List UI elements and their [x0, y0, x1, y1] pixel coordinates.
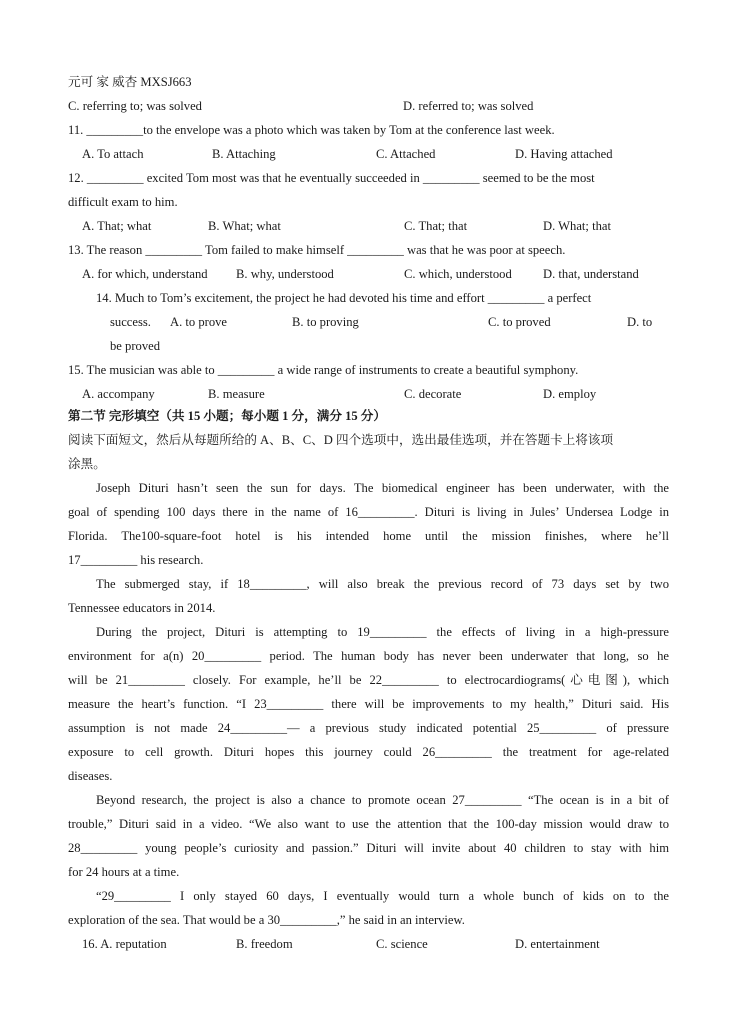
q14-option-c: C. to proved [488, 315, 551, 329]
passage-line: 17_________ his research. [68, 553, 204, 567]
section-instructions-line2: 涂黑。 [68, 457, 106, 471]
passage-line: “29_________ I only stayed 60 days, I eventually would turn a whole bunch of kids on to the [96, 889, 669, 903]
q12-option-d: D. What; that [543, 219, 611, 233]
passage-line: goal of spending 100 days there in the name of 16_________. Dituri is living in Jules’ Undersea Lodge in [68, 505, 669, 519]
passage-line: trouble,” Dituri said in a video. “We also want to use the attention that the 100-day mission would draw to [68, 817, 669, 831]
q15-option-b: B. measure [208, 387, 265, 401]
q14-option-d-cont: be proved [110, 339, 161, 353]
q11-option-b: B. Attaching [212, 147, 276, 161]
q15-option-c: C. decorate [404, 387, 462, 401]
q11-option-a: A. To attach [82, 147, 144, 161]
passage-line: 28_________ young people’s curiosity and passion.” Dituri will invite about 40 children to stay with him [68, 841, 669, 855]
q12-stem-line2: difficult exam to him. [68, 195, 178, 209]
passage-line: will be 21_________ closely. For example, he’ll be 22_________ to electrocardiograms(心电图), which [68, 673, 669, 687]
passage-line: Tennessee educators in 2014. [68, 601, 216, 615]
passage-line: environment for a(n) 20_________ period. The human body has never been underwater that long, so he [68, 649, 669, 663]
passage-line: diseases. [68, 769, 113, 783]
passage-line: assumption is not made 24_________— a previous study indicated potential 25_________ of pressure [68, 721, 669, 735]
q13-option-c: C. which, understood [404, 267, 512, 281]
q11-option-d: D. Having attached [515, 147, 613, 161]
q14-option-d: D. to [627, 315, 653, 329]
section-instructions-line1: 阅读下面短文，然后从每题所给的 A、B、C、D 四个选项中，选出最佳选项，并在答题卡上将该项 [68, 433, 614, 447]
passage-line: Florida. The100-square-foot hotel is his intended home until the mission finishes, where he’ll [68, 529, 669, 543]
q12-option-a: A. That; what [82, 219, 152, 233]
passage-line: exploration of the sea. That would be a 30_________,” he said in an interview. [68, 913, 465, 927]
passage-line: Joseph Dituri hasn’t seen the sun for days. The biomedical engineer has been underwater, with the [96, 481, 669, 495]
passage-line: The submerged stay, if 18_________, will also break the previous record of 73 days set by two [96, 577, 669, 591]
q16-option-c: C. science [376, 937, 428, 951]
passage-line: exposure to cell growth. Dituri hopes this journey could 26_________ the treatment for age-related [68, 745, 669, 759]
q13-stem: 13. The reason _________ Tom failed to make himself _________ was that he was poor at speech. [68, 243, 566, 257]
q13-option-a: A. for which, understand [82, 267, 208, 281]
q14-option-a: A. to prove [170, 315, 228, 329]
passage-line: for 24 hours at a time. [68, 865, 180, 879]
q10-option-d: D. referred to; was solved [403, 99, 534, 113]
section-title: 第二节 完形填空（共 15 小题；每小题 1 分，满分 15 分） [68, 409, 386, 423]
q16-option-a: 16. A. reputation [82, 937, 167, 951]
passage-line: During the project, Dituri is attempting to 19_________ the effects of living in a high-pressure [96, 625, 669, 639]
q11-stem: 11. _________to the envelope was a photo which was taken by Tom at the conference last week. [68, 123, 555, 137]
q16-option-d: D. entertainment [515, 937, 600, 951]
passage-line: Beyond research, the project is also a chance to promote ocean 27_________ “The ocean is in a bit of [96, 793, 669, 807]
q15-option-d: D. employ [543, 387, 597, 401]
q10-option-c: C. referring to; was solved [68, 99, 202, 113]
q13-option-b: B. why, understood [236, 267, 334, 281]
q15-option-a: A. accompany [82, 387, 155, 401]
q11-option-c: C. Attached [376, 147, 436, 161]
q16-option-b: B. freedom [236, 937, 293, 951]
header-code: 元可 家 威杏 MXSJ663 [68, 75, 192, 89]
q12-stem-line1: 12. _________ excited Tom most was that he eventually succeeded in _________ seemed to be the most [68, 171, 595, 185]
q14-stem-line1: 14. Much to Tom’s excitement, the project he had devoted his time and effort _________ a perfect [96, 291, 592, 305]
passage-line: measure the heart’s function. “I 23_________ there will be improvements to my health,” Dituri said. His [68, 697, 669, 711]
q14-option-b: B. to proving [292, 315, 359, 329]
q13-option-d: D. that, understand [543, 267, 639, 281]
q14-stem-line2: success. [110, 315, 151, 329]
q12-option-b: B. What; what [208, 219, 281, 233]
q12-option-c: C. That; that [404, 219, 468, 233]
q15-stem: 15. The musician was able to _________ a wide range of instruments to create a beautiful symphony. [68, 363, 579, 377]
